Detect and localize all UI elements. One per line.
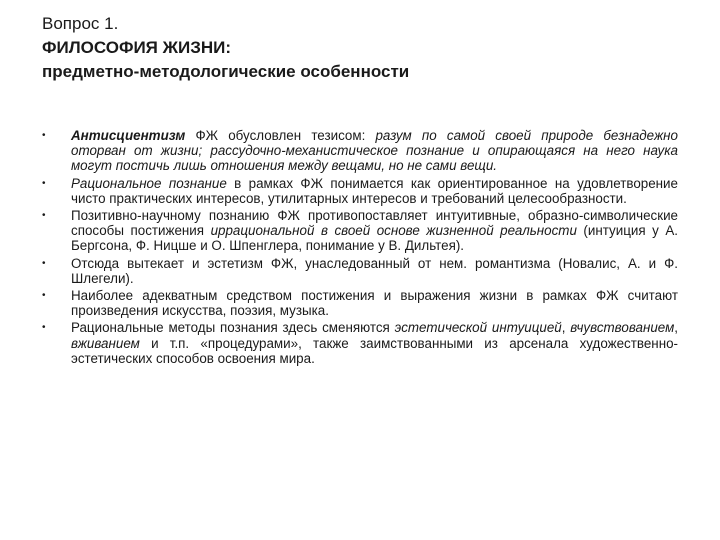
text-segment: ФЖ обусловлен тезисом:	[185, 128, 376, 143]
bullet-item-aestheticism	[42, 256, 678, 286]
bullet-item-art	[42, 288, 678, 318]
bullet-item-rational-methods	[42, 320, 678, 366]
term-irrational-reality: иррациональной в своей основе жизненной реальности	[210, 223, 577, 239]
text-segment: в рамках ФЖ понимается как ориентированное на удовлетворение чисто практических интересов, утилитарных интересов и требований целесообразности.	[71, 175, 678, 206]
text-segment: ,	[674, 320, 678, 336]
text-segment: и т.п. «процедурами», также заимствованными из арсенала художественно-эстетических способов освоения мира.	[71, 335, 678, 366]
text-segment: Позитивно-научному познанию ФЖ противопоставляет интуитивные, образно-символические способы постижения	[71, 208, 678, 239]
bullet-item-antiscientism	[42, 128, 678, 174]
question-number: Вопрос 1.	[42, 14, 119, 33]
slide-title: ФИЛОСОФИЯ ЖИЗНИ:	[42, 38, 232, 57]
title-block	[42, 12, 682, 84]
thesis-quote: разум по самой своей природе безнадежно оторван от жизни; рассудочно-механистическое познание и опирающаяся на него наука могут постичь лишь отношения между вещами, но не сами вещи.	[71, 128, 678, 174]
bullet-list	[42, 128, 678, 368]
term-living-into: вживанием	[71, 335, 140, 351]
bullet-dot-icon: •	[42, 210, 46, 222]
bullet-dot-icon: •	[42, 290, 46, 302]
slide-subtitle: предметно-методологические особенности	[42, 62, 410, 81]
text-segment: Рациональные методы познания здесь сменяются	[71, 320, 395, 336]
bullet-dot-icon: •	[42, 130, 46, 141]
bullet-item-rational-cognition	[42, 176, 678, 206]
text-segment: (интуиция у А. Бергсона, Ф. Ницше и О. Шпенглера, понимание у В. Дильтея).	[71, 223, 678, 254]
bullet-dot-icon: •	[42, 322, 46, 334]
text-segment: ,	[561, 320, 571, 336]
text-segment: Отсюда вытекает и эстетизм ФЖ, унаследованный от нем. романтизма (Новалис, А. и Ф. Шлегели).	[71, 255, 678, 286]
term-antiscientism: Антисциентизм	[71, 128, 186, 143]
bullet-item-intuition	[42, 208, 678, 254]
text-segment: Наиболее адекватным средством постижения и выражения жизни в рамках ФЖ считают произведения искусства, поэзия, музыка.	[71, 288, 678, 319]
term-aesthetic-intuition: эстетической интуицией	[394, 320, 562, 336]
term-empathy: вчувствованием	[570, 320, 675, 336]
bullet-dot-icon: •	[42, 177, 46, 189]
bullet-dot-icon: •	[42, 257, 46, 269]
term-rational-cognition: Рациональное познание	[71, 175, 227, 191]
